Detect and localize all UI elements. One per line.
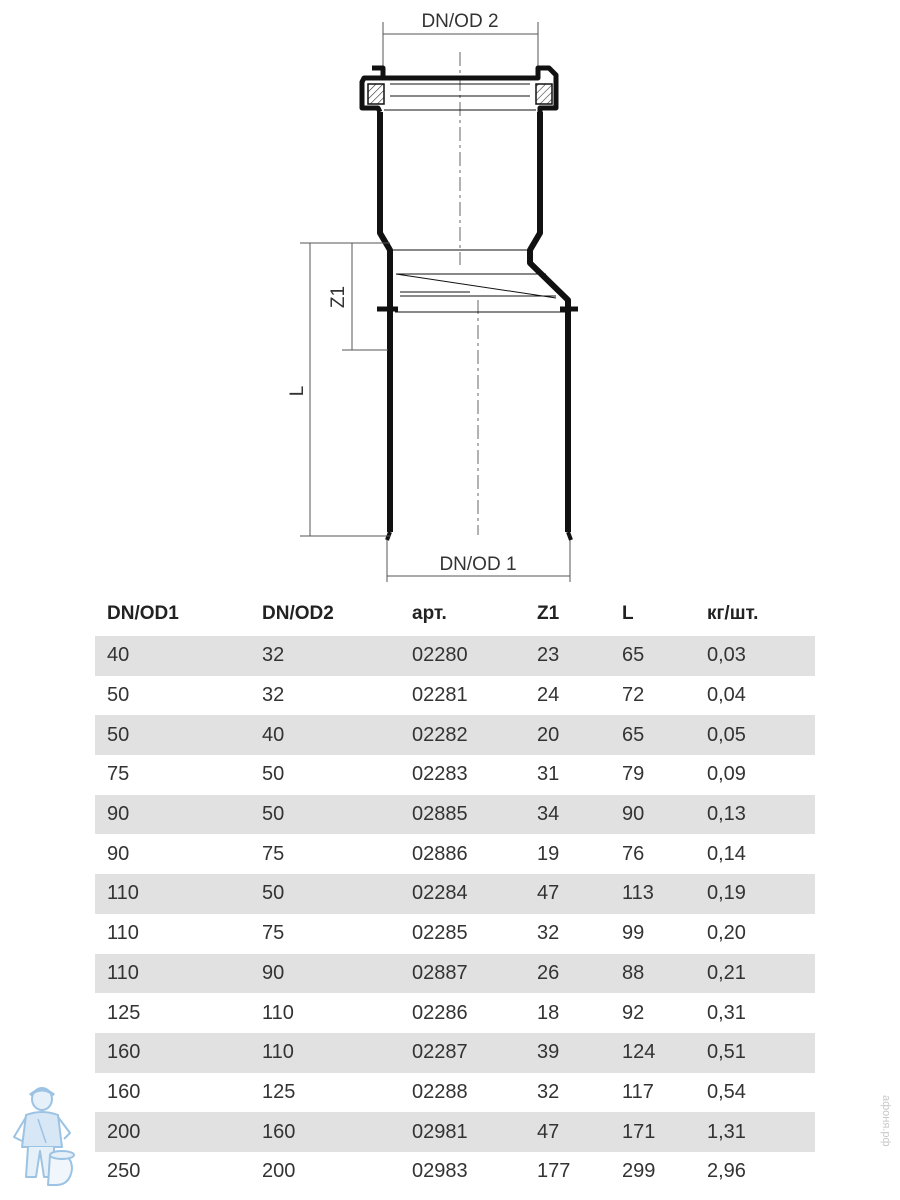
- table-cell: 110: [107, 922, 139, 945]
- table-cell: 02283: [412, 763, 468, 786]
- table-cell: 0,19: [695, 874, 815, 914]
- table-cell: 0,13: [695, 795, 815, 835]
- table-cell: 90: [107, 842, 130, 865]
- table-cell: 39: [525, 1033, 610, 1073]
- z1-dimension: [328, 243, 390, 350]
- table-cell: 171: [610, 1112, 695, 1152]
- table-cell: 47: [525, 874, 610, 914]
- l-label: L: [287, 385, 308, 397]
- table-cell: 200: [95, 1112, 250, 1152]
- table-cell: 02286: [412, 1001, 468, 1024]
- z1-label: Z1: [328, 285, 349, 309]
- table-cell: 20: [525, 715, 610, 755]
- table-cell: 32: [250, 636, 400, 676]
- table-cell: 02885: [400, 795, 525, 835]
- plumber-mascot-logo: [8, 1085, 78, 1195]
- header-l: L: [622, 603, 634, 624]
- table-cell: 0,31: [707, 1001, 746, 1024]
- table-cell: 110: [95, 874, 250, 914]
- table-cell: 02282: [400, 715, 525, 755]
- table-cell: 75: [107, 763, 130, 786]
- table-cell: 117: [622, 1080, 654, 1103]
- table-cell: 31: [537, 763, 560, 786]
- table-cell: 50: [107, 684, 130, 707]
- table-cell: 200: [262, 1160, 296, 1183]
- table-cell: 125: [262, 1080, 296, 1103]
- table-cell: 47: [525, 1112, 610, 1152]
- table-cell: 110: [262, 1001, 294, 1024]
- table-cell: 02887: [400, 954, 525, 994]
- table-cell: 299: [622, 1160, 656, 1183]
- table-cell: 50: [250, 795, 400, 835]
- table-cell: 0,05: [695, 715, 815, 755]
- table-header-row: [95, 592, 815, 636]
- table-cell: 72: [622, 684, 645, 707]
- table-cell: 02981: [400, 1112, 525, 1152]
- table-cell: 24: [537, 684, 560, 707]
- table-cell: 76: [622, 842, 645, 865]
- table-cell: 1,31: [695, 1112, 815, 1152]
- table-cell: 88: [610, 954, 695, 994]
- table-cell: 75: [262, 842, 285, 865]
- table-cell: 50: [95, 715, 250, 755]
- table-cell: 02285: [412, 922, 468, 945]
- dn-od-1-label: DN/OD 1: [439, 554, 517, 575]
- header-weight: кг/шт.: [707, 603, 759, 624]
- bottom-dimension: [387, 540, 570, 582]
- table-row: [95, 715, 815, 755]
- table-cell: 0,04: [707, 684, 746, 707]
- table-cell: 02281: [412, 684, 468, 707]
- table-cell: 65: [610, 715, 695, 755]
- table-row: [95, 795, 815, 835]
- pipe-reducer-drawing: [0, 0, 900, 590]
- table-cell: 34: [525, 795, 610, 835]
- table-row: [95, 914, 815, 954]
- table-cell: 92: [622, 1001, 645, 1024]
- table-cell: 0,03: [695, 636, 815, 676]
- table-cell: 23: [525, 636, 610, 676]
- table-row: [95, 676, 815, 716]
- table-row: [95, 755, 815, 795]
- table-cell: 02280: [400, 636, 525, 676]
- table-cell: 50: [250, 874, 400, 914]
- table-cell: 113: [610, 874, 695, 914]
- table-cell: 90: [610, 795, 695, 835]
- table-cell: 02288: [412, 1080, 468, 1103]
- table-cell: 177: [537, 1160, 571, 1183]
- table-cell: 250: [107, 1160, 141, 1183]
- table-row: [95, 1112, 815, 1152]
- table-cell: 18: [537, 1001, 560, 1024]
- table-cell: 0,14: [707, 842, 746, 865]
- table-row: [95, 834, 815, 874]
- pipe-body: [362, 68, 578, 540]
- table-cell: 99: [622, 922, 645, 945]
- table-row: [95, 1152, 815, 1192]
- header-dn-od2: DN/OD2: [262, 603, 334, 624]
- table-cell: 02886: [412, 842, 468, 865]
- site-watermark: афоня.рф: [880, 1095, 892, 1147]
- table-cell: 19: [537, 842, 560, 865]
- table-cell: 90: [95, 795, 250, 835]
- table-cell: 32: [537, 922, 560, 945]
- table-cell: 110: [250, 1033, 400, 1073]
- table-cell: 160: [250, 1112, 400, 1152]
- table-cell: 0,54: [707, 1080, 746, 1103]
- table-row: [95, 1033, 815, 1073]
- table-cell: 124: [610, 1033, 695, 1073]
- table-cell: 50: [262, 763, 285, 786]
- header-z1: Z1: [537, 603, 560, 624]
- spec-table: [95, 592, 815, 1192]
- table-row: [95, 993, 815, 1033]
- table-row: [95, 874, 815, 914]
- table-cell: 75: [262, 922, 285, 945]
- header-art: арт.: [412, 603, 447, 624]
- table-cell: 40: [250, 715, 400, 755]
- table-cell: 125: [107, 1001, 141, 1024]
- table-row: [95, 1073, 815, 1113]
- table-cell: 2,96: [707, 1160, 746, 1183]
- table-cell: 02287: [400, 1033, 525, 1073]
- table-cell: 160: [107, 1080, 141, 1103]
- table-cell: 79: [622, 763, 645, 786]
- table-cell: 0,21: [695, 954, 815, 994]
- table-cell: 65: [610, 636, 695, 676]
- dn-od-2-label: DN/OD 2: [421, 11, 499, 32]
- table-cell: 90: [250, 954, 400, 994]
- table-row: [95, 636, 815, 676]
- table-cell: 02983: [412, 1160, 468, 1183]
- table-cell: 160: [95, 1033, 250, 1073]
- table-cell: 32: [262, 684, 285, 707]
- table-cell: 110: [95, 954, 250, 994]
- table-cell: 0,51: [695, 1033, 815, 1073]
- table-cell: 0,20: [707, 922, 746, 945]
- table-cell: 0,09: [707, 763, 746, 786]
- table-cell: 26: [525, 954, 610, 994]
- header-dn-od1: DN/OD1: [107, 603, 179, 624]
- table-row: [95, 954, 815, 994]
- table-cell: 02284: [400, 874, 525, 914]
- table-cell: 32: [537, 1080, 560, 1103]
- table-cell: 40: [95, 636, 250, 676]
